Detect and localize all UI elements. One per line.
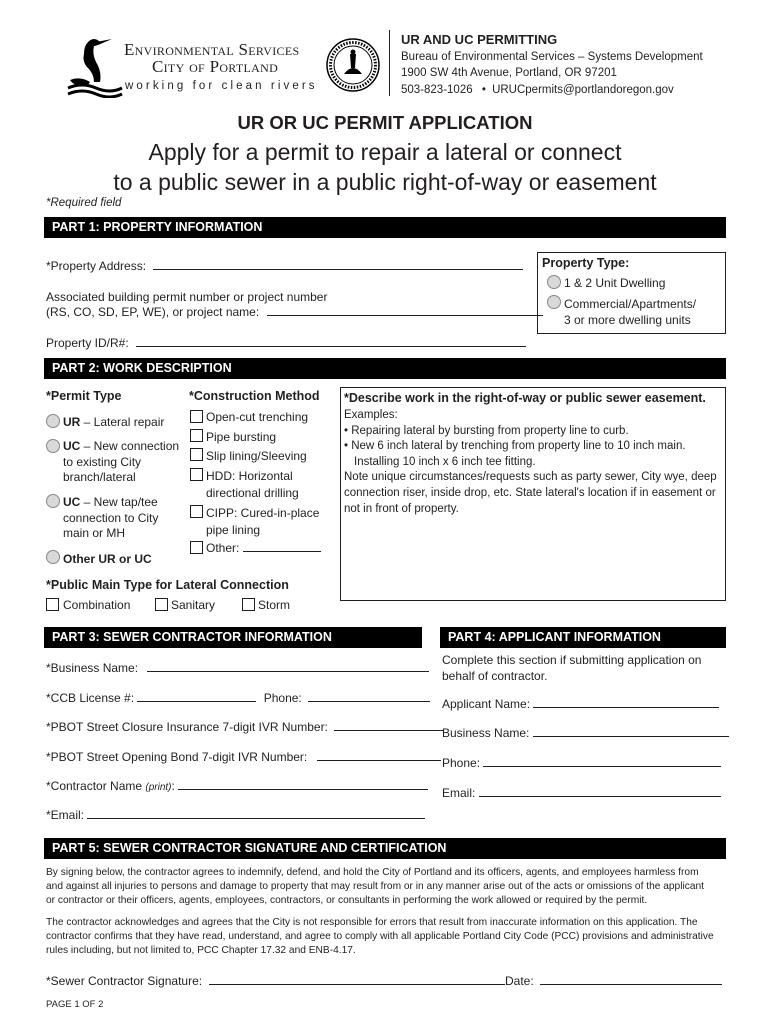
signature-field[interactable] <box>46 974 505 988</box>
type-commercial-label-l2: 3 or more dwelling units <box>564 313 691 327</box>
permit-number-label-l1: Associated building permit number or project number <box>46 290 328 304</box>
form-title: UR OR UC PERMIT APPLICATION <box>237 112 533 133</box>
bureau-name: Bureau of Environmental Services – Systems Development <box>401 51 703 63</box>
other-method-field[interactable] <box>206 541 321 555</box>
bureau-phone: 503-823-1026 <box>401 84 473 96</box>
property-type-label: Property Type: <box>542 256 630 270</box>
contractor-email-input[interactable] <box>87 809 425 819</box>
applicant-business-input[interactable] <box>533 727 729 737</box>
date-input[interactable] <box>540 975 722 985</box>
applicant-name-field[interactable] <box>442 697 719 711</box>
ccb-label: *CCB License #: <box>46 691 135 705</box>
other-method-input[interactable] <box>243 542 321 552</box>
applicant-phone-label: Phone: <box>442 756 481 770</box>
ccb-input[interactable] <box>137 692 256 702</box>
applicant-business-label: Business Name: <box>442 726 530 740</box>
permit-number-input[interactable] <box>267 306 543 316</box>
contractor-name-input[interactable] <box>178 780 428 790</box>
part3-heading: PART 3: SEWER CONTRACTOR INFORMATION <box>44 627 422 648</box>
work-examples <box>344 408 717 517</box>
other-method-label: Other: <box>206 541 240 555</box>
uc-new-tap-radio[interactable] <box>46 494 60 508</box>
example-1-text: Repairing lateral by bursting from property line to curb. <box>351 424 629 437</box>
bureau-email: URUCpermits@portlandoregon.gov <box>492 84 674 96</box>
contractor-name-field[interactable] <box>46 779 428 793</box>
uc2-code: UC <box>63 495 81 509</box>
city-seal <box>326 38 380 92</box>
permit-number-field[interactable] <box>46 305 543 319</box>
indemnity-line2: and against all injuries to persons and damage to property that may result from or in any manner arise out of the acts or omissions of the applicant <box>46 881 705 893</box>
example-2-text: New 6 inch lateral by trenching from property line to 10 inch main. <box>351 440 686 453</box>
main-type-label: *Public Main Type for Lateral Connection <box>46 578 289 592</box>
logo <box>66 36 124 98</box>
note-line1: Note unique circumstances/requests such as party sewer, City wye, deep <box>344 471 717 484</box>
storm-checkbox[interactable] <box>242 598 255 611</box>
ccb-phone-field[interactable] <box>46 691 430 705</box>
uc2-desc: – New tap/tee <box>80 495 158 509</box>
business-name-label: *Business Name: <box>46 661 139 675</box>
type-1-2-unit-radio[interactable] <box>547 275 561 289</box>
examples-label: Examples: <box>344 409 398 421</box>
signature-input[interactable] <box>209 975 505 985</box>
part4-heading: PART 4: APPLICANT INFORMATION <box>440 627 726 648</box>
contractor-name-colon: : <box>171 779 175 793</box>
part5-heading: PART 5: SEWER CONTRACTOR SIGNATURE AND CERTIFICATION <box>44 838 726 859</box>
property-address-label: *Property Address: <box>46 259 147 273</box>
combination-label: Combination <box>63 598 131 612</box>
insurance-input[interactable] <box>334 721 444 731</box>
applicant-name-label: Applicant Name: <box>442 697 531 711</box>
permit-type-label: *Permit Type <box>46 389 122 403</box>
ur-lateral-repair-radio[interactable] <box>46 414 60 428</box>
applicant-email-input[interactable] <box>479 787 721 797</box>
contractor-phone-label: Phone: <box>263 691 302 705</box>
form-subtitle-line1: Apply for a permit to repair a lateral or connect <box>148 139 622 165</box>
contractor-phone-input[interactable] <box>308 692 430 702</box>
uc2-line3: main or MH <box>63 526 126 540</box>
print-hint: (print) <box>145 782 172 793</box>
type-commercial-radio[interactable] <box>547 295 561 309</box>
other-ur-uc-radio[interactable] <box>46 550 60 564</box>
ur-desc: – Lateral repair <box>80 415 165 429</box>
property-id-field[interactable] <box>46 336 526 350</box>
cipp-line1: CIPP: Cured-in-place <box>206 506 320 520</box>
property-address-field[interactable] <box>46 259 523 273</box>
applicant-name-input[interactable] <box>533 698 719 708</box>
part4-intro-l2: behalf of contractor. <box>442 668 548 683</box>
storm-label: Storm <box>258 598 291 612</box>
cipp-checkbox[interactable] <box>190 505 203 518</box>
slip-lining-label: Slip lining/Sleeving <box>206 449 307 463</box>
applicant-email-label: Email: <box>442 786 476 800</box>
uc-new-connection-radio[interactable] <box>46 439 60 453</box>
describe-work-label: *Describe work in the right-of-way or public sewer easement. <box>344 391 706 405</box>
signature-label: *Sewer Contractor Signature: <box>46 974 203 988</box>
form-subtitle-line2: to a public sewer in a public right-of-way or easement <box>113 169 657 195</box>
date-label: Date: <box>505 974 534 988</box>
open-cut-checkbox[interactable] <box>190 410 203 423</box>
acknowledgment-paragraph <box>46 916 714 959</box>
contractor-email-label: *Email: <box>46 808 85 822</box>
part1-heading: PART 1: PROPERTY INFORMATION <box>44 217 726 238</box>
uc1-code: UC <box>63 439 81 453</box>
contractor-name-label: *Contractor Name <box>46 779 143 793</box>
slip-lining-checkbox[interactable] <box>190 448 203 461</box>
indemnity-paragraph <box>46 866 704 909</box>
hdd-line1: HDD: Horizontal <box>206 469 293 483</box>
uc-new-tap-label <box>63 495 158 542</box>
business-name-field[interactable] <box>46 661 429 675</box>
note-line3: not in front of property. <box>344 502 459 515</box>
org-name-line2: City of Portland <box>152 57 279 76</box>
type-commercial-label-l1: Commercial/Apartments/ <box>564 297 697 311</box>
contact-line <box>401 84 674 96</box>
ur-lateral-repair-label <box>63 415 164 429</box>
note-line2: connection riser, inside drop, etc. State lateral's location if in easement or <box>344 486 716 499</box>
ur-code: UR <box>63 415 81 429</box>
page-number: PAGE 1 OF 2 <box>46 999 104 1010</box>
example-2-cont: Installing 10 inch x 6 inch tee fitting. <box>354 455 536 468</box>
indemnity-line1: By signing below, the contractor agrees to indemnify, defend, and hold the City of Portland and its officers, agents, and employees harmless from <box>46 867 699 878</box>
insurance-field[interactable] <box>46 720 444 734</box>
permit-heading: UR AND UC PERMITTING <box>401 32 558 47</box>
indemnity-line3: or contractor or their officers, agents, employees, contractors, or consultants in performing the work allowed or required by the permit. <box>46 895 648 907</box>
property-address-input[interactable] <box>153 260 523 270</box>
type-1-2-unit-label: 1 & 2 Unit Dwelling <box>564 276 666 290</box>
header-divider <box>389 30 390 96</box>
bond-field[interactable] <box>46 750 441 764</box>
tagline: working for clean rivers <box>125 80 318 92</box>
bureau-address: 1900 SW 4th Avenue, Portland, OR 97201 <box>401 67 617 79</box>
heron-logo-icon <box>66 36 124 98</box>
acknowledgment-line3: rules including, but not limited to, PCC Chapter 17.32 and ENB-4.17. <box>46 945 356 957</box>
construction-method-label: *Construction Method <box>189 389 320 403</box>
other-ur-uc-label: Other UR or UC <box>63 552 152 566</box>
contractor-email-field[interactable] <box>46 808 425 822</box>
example-1: • Repairing lateral by bursting from property line to curb. <box>344 424 629 437</box>
applicant-phone-input[interactable] <box>483 757 721 767</box>
property-id-input[interactable] <box>136 337 526 347</box>
applicant-email-field[interactable] <box>442 786 721 800</box>
date-field[interactable] <box>505 974 722 988</box>
uc-new-connection-label <box>63 439 179 486</box>
business-name-input[interactable] <box>147 662 429 672</box>
part2-heading: PART 2: WORK DESCRIPTION <box>44 358 726 379</box>
uc2-line2: connection to City <box>63 510 159 525</box>
cipp-line2: pipe lining <box>206 522 261 537</box>
city-seal-icon <box>326 38 380 92</box>
combination-checkbox[interactable] <box>46 598 59 611</box>
acknowledgment-line1: The contractor acknowledges and agrees that the City is not responsible for errors that result from inaccurate information on this application. The <box>46 917 698 928</box>
pipe-bursting-checkbox[interactable] <box>190 429 203 442</box>
part4-intro-l1: Complete this section if submitting application on <box>442 653 702 667</box>
required-note: *Required field <box>46 197 122 209</box>
bond-label: *PBOT Street Opening Bond 7-digit IVR Number: <box>46 750 308 764</box>
hdd-checkbox[interactable] <box>190 468 203 481</box>
property-id-label: Property ID/R#: <box>46 336 129 350</box>
other-method-checkbox[interactable] <box>190 541 203 554</box>
insurance-label: *PBOT Street Closure Insurance 7-digit IVR Number: <box>46 720 328 734</box>
applicant-business-field[interactable] <box>442 726 729 740</box>
sanitary-label: Sanitary <box>171 598 216 612</box>
applicant-phone-field[interactable] <box>442 756 721 770</box>
uc1-line3: branch/lateral <box>63 470 136 484</box>
hdd-label <box>206 468 299 501</box>
bullet: • <box>481 84 486 96</box>
uc1-desc: – New connection <box>80 439 180 453</box>
bond-input[interactable] <box>317 751 441 761</box>
cipp-label <box>206 505 319 538</box>
sanitary-checkbox[interactable] <box>155 598 168 611</box>
acknowledgment-line2: contractor confirms that they have read, understand, and agree to comply with all applicable Portland City Code (PCC) provisions and administrative <box>46 931 714 943</box>
permit-number-label-l2: (RS, CO, SD, EP, WE), or project name: <box>46 305 260 319</box>
hdd-line2: directional drilling <box>206 485 299 500</box>
org-name-line1: Environmental Services <box>124 40 300 59</box>
uc1-line2: to existing City <box>63 454 142 469</box>
pipe-bursting-label: Pipe bursting <box>206 430 277 444</box>
example-2: • New 6 inch lateral by trenching from property line to 10 inch main. <box>344 440 686 453</box>
part4-intro <box>442 653 701 684</box>
open-cut-label: Open-cut trenching <box>206 410 309 424</box>
